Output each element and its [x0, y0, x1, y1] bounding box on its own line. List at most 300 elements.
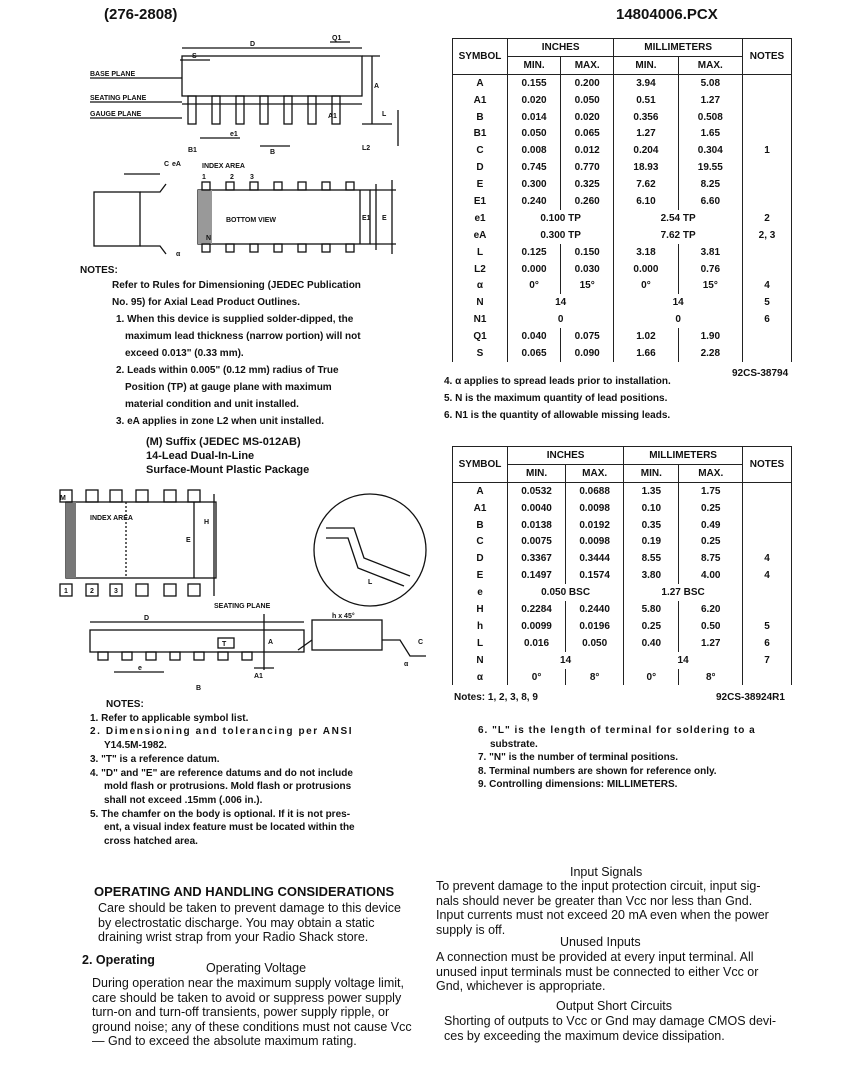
value-cell: 2.54 TP: [614, 210, 743, 227]
value-cell: 0.770: [561, 159, 614, 176]
dip-note-line: 2. Leads within 0.005" (0.12 mm) radius of True: [116, 365, 339, 376]
value-cell: [743, 109, 792, 126]
label-gauge-plane: GAUGE PLANE: [90, 111, 142, 118]
value-cell: 0.508: [678, 109, 742, 126]
value-cell: 0.356: [614, 109, 678, 126]
value-cell: 6: [743, 311, 792, 328]
value-cell: 0.300 TP: [508, 227, 614, 244]
value-cell: 0.2284: [508, 601, 566, 618]
value-cell: 5: [743, 294, 792, 311]
value-cell: [743, 601, 792, 618]
symbol-cell: E: [453, 176, 508, 193]
value-cell: 0.204: [614, 142, 678, 159]
label-s: S: [192, 53, 197, 60]
col-mm: MILLIMETERS: [614, 39, 743, 57]
value-cell: 0.020: [508, 92, 561, 109]
value-cell: 0.0688: [566, 482, 624, 499]
table-row: [453, 550, 792, 567]
table1-notes: [444, 373, 671, 424]
symbol-cell: E: [453, 567, 508, 584]
table-row: [453, 109, 792, 126]
label-m: M: [60, 495, 66, 502]
unused-inputs-heading: Unused Inputs: [560, 935, 641, 949]
label-d: D: [144, 615, 150, 622]
col-symbol: SYMBOL: [453, 39, 508, 75]
table-row: [453, 244, 792, 261]
right-note-line: substrate.: [490, 738, 538, 750]
value-cell: 14: [624, 652, 743, 669]
value-cell: [743, 125, 792, 142]
value-cell: 0.51: [614, 92, 678, 109]
value-cell: 3.94: [614, 74, 678, 91]
symbol-cell: h: [453, 618, 508, 635]
value-cell: 0.300: [508, 176, 561, 193]
unused-line: Gnd, whichever is appropriate.: [436, 979, 606, 993]
value-cell: 0.0099: [508, 618, 566, 635]
operating-heading: 2. Operating: [82, 953, 155, 967]
value-cell: 0.000: [508, 261, 561, 278]
col-in-max: MAX.: [566, 464, 624, 482]
table-row: [453, 328, 792, 345]
unused-line: A connection must be provided at every input terminal. All: [436, 950, 754, 964]
smd-note-line: Y14.5M-1982.: [104, 740, 167, 752]
col-in-min: MIN.: [508, 56, 561, 74]
col-notes: NOTES: [743, 447, 792, 483]
doc-file-name: 14804006.PCX: [616, 6, 718, 23]
dip-side-body: [182, 56, 362, 96]
value-cell: 6.60: [678, 193, 742, 210]
value-cell: 0.49: [679, 517, 743, 534]
label-index-area: INDEX AREA: [90, 515, 133, 522]
table-row: [453, 517, 792, 534]
value-cell: 0.050: [508, 125, 561, 142]
label-bottom-view: BOTTOM VIEW: [226, 217, 277, 224]
value-cell: [743, 345, 792, 362]
value-cell: 0.008: [508, 142, 561, 159]
smd-dimension-table: [452, 446, 792, 685]
symbol-cell: S: [453, 345, 508, 362]
table-row: [453, 294, 792, 311]
dip-notes-title: NOTES:: [80, 265, 118, 276]
col-mm: MILLIMETERS: [624, 447, 743, 465]
short-line: ces by exceeding the maximum device dissipation.: [444, 1028, 725, 1043]
operating-line: care should be taken to avoid or suppress power supply: [92, 990, 402, 1005]
table-row: [453, 533, 792, 550]
right-note-line: 8. Terminal numbers are shown for reference only.: [478, 765, 717, 777]
col-mm-max: MAX.: [679, 464, 743, 482]
value-cell: 0.0075: [508, 533, 566, 550]
symbol-cell: A1: [453, 500, 508, 517]
value-cell: 0.2440: [566, 601, 624, 618]
value-cell: [743, 261, 792, 278]
value-cell: 3.80: [624, 567, 679, 584]
value-cell: 7: [743, 652, 792, 669]
table-row: [453, 227, 792, 244]
table-row: [453, 311, 792, 328]
label-pin1: 1: [202, 174, 206, 181]
value-cell: 1.65: [678, 125, 742, 142]
m-suffix-line: (M) Suffix (JEDEC MS-012AB): [146, 436, 301, 448]
label-e1-pitch: e1: [230, 131, 238, 138]
value-cell: 0.25: [679, 533, 743, 550]
value-cell: 15°: [561, 277, 614, 294]
table-row: [453, 210, 792, 227]
symbol-cell: α: [453, 277, 508, 294]
value-cell: 0.1497: [508, 567, 566, 584]
label-e1: E1: [362, 215, 371, 222]
value-cell: 0.0040: [508, 500, 566, 517]
value-cell: 0.25: [624, 618, 679, 635]
col-in-min: MIN.: [508, 464, 566, 482]
label-h: H: [204, 519, 210, 526]
symbol-cell: B: [453, 109, 508, 126]
table-row: [453, 652, 792, 669]
value-cell: 18.93: [614, 159, 678, 176]
value-cell: 0.35: [624, 517, 679, 534]
value-cell: 15°: [678, 277, 742, 294]
value-cell: 0.075: [561, 328, 614, 345]
smd-notes-title: NOTES:: [106, 699, 144, 710]
value-cell: [743, 244, 792, 261]
dip-note-line: exceed 0.013" (0.33 mm).: [125, 348, 244, 359]
dip-note-line: No. 95) for Axial Lead Product Outlines.: [112, 297, 300, 308]
value-cell: [743, 176, 792, 193]
short-line: Shorting of outputs to Vcc or Gnd may damage CMOS devi-: [444, 1014, 777, 1028]
handling-title: OPERATING AND HANDLING CONSIDERATIONS: [94, 884, 395, 899]
value-cell: 7.62 TP: [614, 227, 743, 244]
value-cell: 0: [614, 311, 743, 328]
value-cell: [743, 482, 792, 499]
value-cell: 5.80: [624, 601, 679, 618]
value-cell: 0.0098: [566, 500, 624, 517]
dip-note-line: 1. When this device is supplied solder-dipped, the: [116, 314, 354, 325]
table1-note-line: 6. N1 is the quantity of allowable missing leads.: [444, 410, 671, 421]
table-row: [453, 601, 792, 618]
table-row: [453, 567, 792, 584]
operating-line: During operation near the maximum supply voltage limit,: [92, 976, 404, 990]
table-row: [453, 125, 792, 142]
value-cell: 5.08: [678, 74, 742, 91]
dip-note-line: material condition and unit installed.: [125, 399, 299, 410]
symbol-cell: Q1: [453, 328, 508, 345]
value-cell: 0.3444: [566, 550, 624, 567]
dip-package-drawing: [80, 34, 410, 264]
dip-bottom-body: [198, 190, 370, 244]
value-cell: [743, 500, 792, 517]
input-signals-para: [436, 879, 769, 937]
symbol-cell: B: [453, 517, 508, 534]
label-a: A: [374, 83, 380, 90]
table-row: [453, 669, 792, 686]
value-cell: 6.10: [614, 193, 678, 210]
table-row: [453, 277, 792, 294]
value-cell: 4: [743, 277, 792, 294]
value-cell: 0.0532: [508, 482, 566, 499]
value-cell: 0.030: [561, 261, 614, 278]
label-ea: eA: [172, 161, 181, 168]
symbol-cell: L: [453, 244, 508, 261]
value-cell: 3.18: [614, 244, 678, 261]
symbol-cell: eA: [453, 227, 508, 244]
value-cell: 1: [743, 142, 792, 159]
value-cell: 8°: [566, 669, 624, 686]
value-cell: 1.66: [614, 345, 678, 362]
value-cell: 5: [743, 618, 792, 635]
right-note-line: 9. Controlling dimensions: MILLIMETERS.: [478, 779, 678, 791]
symbol-cell: D: [453, 159, 508, 176]
col-symbol: SYMBOL: [453, 447, 508, 483]
table-row: [453, 584, 792, 601]
label-n: N: [206, 235, 212, 242]
label-c: C: [418, 639, 424, 646]
operating-voltage-heading: Operating Voltage: [206, 961, 307, 975]
table-row: [453, 92, 792, 109]
dip-note-line: Position (TP) at gauge plane with maximum: [125, 382, 332, 393]
label-index-area: INDEX AREA: [202, 163, 245, 170]
value-cell: 0.0196: [566, 618, 624, 635]
table2-notes-ref: Notes: 1, 2, 3, 8, 9: [454, 692, 538, 703]
value-cell: 0.76: [678, 261, 742, 278]
table-row: [453, 193, 792, 210]
value-cell: 0.014: [508, 109, 561, 126]
label-alpha: α: [404, 661, 409, 668]
m-suffix-line: Surface-Mount Plastic Package: [146, 464, 310, 476]
value-cell: 8°: [679, 669, 743, 686]
symbol-cell: B1: [453, 125, 508, 142]
value-cell: 0.304: [678, 142, 742, 159]
value-cell: [743, 584, 792, 601]
smd-note-line: cross hatched area.: [104, 836, 198, 848]
symbol-cell: N: [453, 652, 508, 669]
operating-line: — Gnd to exceed the absolute maximum rating.: [92, 1034, 357, 1048]
symbol-cell: L: [453, 635, 508, 652]
label-t: T: [222, 641, 227, 648]
handling-line: by electrostatic discharge. You may obtain a static: [98, 915, 375, 930]
value-cell: 0.1574: [566, 567, 624, 584]
symbol-cell: A1: [453, 92, 508, 109]
value-cell: 0°: [624, 669, 679, 686]
value-cell: 8.55: [624, 550, 679, 567]
value-cell: 1.27 BSC: [624, 584, 743, 601]
unused-inputs-para: [436, 950, 758, 994]
value-cell: 2.28: [678, 345, 742, 362]
dip-notes: [112, 277, 412, 430]
input-line: To prevent damage to the input protection circuit, input sig-: [436, 879, 761, 893]
label-l: L: [382, 111, 387, 118]
table-row: [453, 618, 792, 635]
value-cell: 0.50: [679, 618, 743, 635]
label-q1: Q1: [332, 35, 342, 42]
label-d: D: [250, 41, 256, 48]
value-cell: 19.55: [678, 159, 742, 176]
value-cell: 0.325: [561, 176, 614, 193]
value-cell: 0.065: [508, 345, 561, 362]
symbol-cell: α: [453, 669, 508, 686]
label-e: E: [186, 537, 191, 544]
value-cell: 0.050 BSC: [508, 584, 624, 601]
value-cell: 2: [743, 210, 792, 227]
value-cell: 1.27: [678, 92, 742, 109]
right-note-line: 6. "L" is the length of terminal for soldering to a: [478, 725, 756, 736]
value-cell: 14: [614, 294, 743, 311]
label-pin3: 3: [250, 174, 254, 181]
value-cell: 0.150: [561, 244, 614, 261]
value-cell: [743, 74, 792, 91]
value-cell: [743, 328, 792, 345]
symbol-cell: e: [453, 584, 508, 601]
smd-note-line: 3. "T" is a reference datum.: [90, 753, 220, 765]
smd-note-line: 5. The chamfer on the body is optional. If it is not pres-: [90, 808, 351, 820]
col-mm-min: MIN.: [614, 56, 678, 74]
label-pin2: 2: [230, 174, 234, 181]
value-cell: 0.100 TP: [508, 210, 614, 227]
value-cell: 0.020: [561, 109, 614, 126]
dip-dimension-table: [452, 38, 792, 362]
col-inches: INCHES: [508, 447, 624, 465]
col-notes: NOTES: [743, 39, 792, 75]
value-cell: 8.75: [679, 550, 743, 567]
symbol-cell: E1: [453, 193, 508, 210]
smd-note-line: 1. Refer to applicable symbol list.: [90, 712, 249, 724]
value-cell: 4: [743, 567, 792, 584]
value-cell: 6.20: [679, 601, 743, 618]
col-in-max: MAX.: [561, 56, 614, 74]
value-cell: 4.00: [679, 567, 743, 584]
dip-note-line: maximum lead thickness (narrow portion) will not: [125, 331, 361, 342]
value-cell: 0.40: [624, 635, 679, 652]
operating-line: ground noise; any of these conditions must not cause Vcc: [92, 1019, 412, 1034]
value-cell: 0.050: [566, 635, 624, 652]
value-cell: [743, 92, 792, 109]
value-cell: 0.0098: [566, 533, 624, 550]
label-b1: B1: [188, 147, 197, 154]
smd-note-line: 2. Dimensioning and tolerancing per ANSI: [90, 726, 354, 738]
value-cell: [743, 159, 792, 176]
label-e-pitch: e: [138, 665, 142, 672]
smd-note-line: mold flash or protrusions. Mold flash or protrusions: [104, 781, 352, 793]
value-cell: 4: [743, 550, 792, 567]
table-row: [453, 345, 792, 362]
value-cell: 0.0192: [566, 517, 624, 534]
table-row: [453, 261, 792, 278]
input-line: supply is off.: [436, 922, 506, 937]
symbol-cell: N: [453, 294, 508, 311]
value-cell: 0°: [508, 277, 561, 294]
label-alpha: α: [176, 251, 181, 258]
label-pin3: 3: [114, 588, 118, 595]
value-cell: 3.81: [678, 244, 742, 261]
smd-note-line: ent, a visual index feature must be located within the: [104, 822, 355, 834]
smd-note-line: 4. "D" and "E" are reference datums and do not include: [90, 767, 353, 779]
label-seating-plane: SEATING PLANE: [90, 95, 147, 102]
value-cell: [743, 533, 792, 550]
value-cell: 0.25: [679, 500, 743, 517]
table-row: [453, 635, 792, 652]
col-mm-min: MIN.: [624, 464, 679, 482]
value-cell: 1.35: [624, 482, 679, 499]
smd-note-line: shall not exceed .15mm (.006 in.).: [104, 794, 263, 806]
value-cell: 7.62: [614, 176, 678, 193]
label-b: B: [196, 685, 202, 692]
value-cell: 0°: [508, 669, 566, 686]
handling-line: Care should be taken to prevent damage to this device: [98, 901, 401, 915]
value-cell: 0°: [614, 277, 678, 294]
value-cell: 1.27: [614, 125, 678, 142]
value-cell: 0.125: [508, 244, 561, 261]
input-line: nals should never be greater than Vcc nor less than Gnd.: [436, 893, 753, 908]
table-row: [453, 159, 792, 176]
table-row: [453, 74, 792, 91]
table1-code: 92CS-38794: [732, 368, 789, 379]
label-seating-plane: SEATING PLANE: [214, 603, 271, 610]
symbol-cell: e1: [453, 210, 508, 227]
value-cell: 1.27: [679, 635, 743, 652]
value-cell: 0.0138: [508, 517, 566, 534]
operating-line: turn-on and turn-off transients, power supply ripple, or: [92, 1005, 390, 1019]
dip-note-line: Refer to Rules for Dimensioning (JEDEC Publication: [112, 280, 361, 291]
value-cell: 0.19: [624, 533, 679, 550]
table-row: [453, 500, 792, 517]
label-pin1: 1: [64, 588, 68, 595]
m-suffix-line: 14-Lead Dual-In-Line: [146, 450, 255, 462]
input-signals-heading: Input Signals: [570, 865, 643, 879]
dip-note-line: 3. eA applies in zone L2 when unit installed.: [116, 416, 324, 427]
label-c: C: [164, 161, 170, 168]
value-cell: [743, 193, 792, 210]
short-circuits-para: [444, 1014, 776, 1043]
col-inches: INCHES: [508, 39, 614, 57]
unused-line: unused input terminals must be connected to either Vcc or: [436, 964, 759, 979]
label-e: E: [382, 215, 387, 222]
value-cell: 0.155: [508, 74, 561, 91]
table-row: [453, 482, 792, 499]
value-cell: 0.016: [508, 635, 566, 652]
symbol-cell: C: [453, 533, 508, 550]
value-cell: 0.260: [561, 193, 614, 210]
value-cell: 0.012: [561, 142, 614, 159]
label-b: B: [270, 149, 276, 156]
table2-code: 92CS-38924R1: [716, 692, 785, 703]
value-cell: 0.3367: [508, 550, 566, 567]
m-suffix-title: [146, 435, 309, 477]
symbol-cell: D: [453, 550, 508, 567]
value-cell: 14: [508, 294, 614, 311]
value-cell: 0.000: [614, 261, 678, 278]
value-cell: 0.050: [561, 92, 614, 109]
smd-notes-continued: [478, 724, 768, 792]
value-cell: 1.90: [678, 328, 742, 345]
label-a1: A1: [254, 673, 263, 680]
value-cell: [743, 669, 792, 686]
table1-note-line: 5. N is the maximum quantity of lead positions.: [444, 393, 668, 404]
handling-line: draining wrist strap from your Radio Shack store.: [98, 930, 369, 944]
right-note-line: 7. "N" is the number of terminal positions.: [478, 752, 679, 764]
value-cell: 0.745: [508, 159, 561, 176]
label-l2: L2: [362, 145, 371, 152]
value-cell: 0: [508, 311, 614, 328]
handling-para: [98, 901, 401, 945]
symbol-cell: N1: [453, 311, 508, 328]
value-cell: 6: [743, 635, 792, 652]
value-cell: 8.25: [678, 176, 742, 193]
value-cell: 0.200: [561, 74, 614, 91]
smd-notes: [90, 698, 388, 849]
doc-part-number: (276-2808): [104, 6, 178, 23]
label-base-plane: BASE PLANE: [90, 71, 136, 78]
value-cell: 0.040: [508, 328, 561, 345]
short-circuits-heading: Output Short Circuits: [556, 999, 673, 1013]
label-hx45: h x 45°: [332, 613, 355, 620]
